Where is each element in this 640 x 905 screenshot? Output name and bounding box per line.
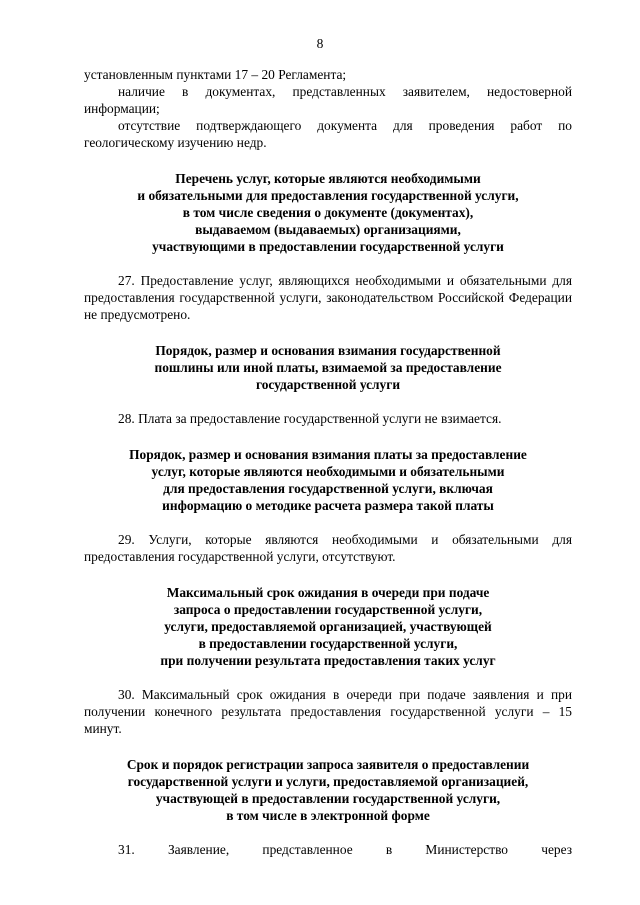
section-heading-service-fee: Порядок, размер и основания взимания платы за предоставление услуг, которые являются необходимыми и обязательными для предоставления государственной услуги, включая информацию о методике расчета размера такой платы — [129, 447, 527, 513]
page-body — [84, 66, 572, 858]
section-heading-registration: Срок и порядок регистрации запроса заявителя о предоставлении государственной услуги и услуги, предоставляемой организацией, участвующей в предоставлении государственной услуги, в том числе в электронной форме — [126, 757, 530, 823]
paragraph-list-item: отсутствие подтверждающего документа для проведения работ по геологическому изучению недр. — [84, 118, 572, 150]
paragraph-continuation: установленным пунктами 17 – 20 Регламента; — [84, 67, 347, 82]
paragraph-list-item: наличие в документах, представленных заявителем, недостоверной информации; — [84, 84, 572, 116]
section-heading-state-fee: Порядок, размер и основания взимания государственной пошлины или иной платы, взимаемой за предоставление государственной услуги — [154, 343, 502, 392]
section-heading-queue-time: Максимальный срок ожидания в очереди при подаче запроса о предоставлении государственной услуги, услуги, предоставляемой организацией, участвующей в предоставлении государственной услуги, при получении результата предоставления таких услуг — [160, 585, 496, 668]
section-heading-services-list: Перечень услуг, которые являются необходимыми и обязательными для предоставления государственной услуги, в том числе сведения о документе (документах), выдаваемом (выдаваемых) организациями, участвующими в предоставлении государственной услуги — [137, 171, 519, 254]
paragraph-27: 27. Предоставление услуг, являющихся необходимыми и обязательными для предоставления государственной услуги, законодательством Российской Федерации не предусмотрено. — [84, 273, 572, 322]
paragraph-29: 29. Услуги, которые являются необходимыми и обязательными для предоставления государственной услуги, отсутствуют. — [84, 532, 572, 564]
page-number: 8 — [316, 36, 324, 51]
paragraph-30: 30. Максимальный срок ожидания в очереди при подаче заявления и при получении конечного результата предоставления государственной услуги – 15 минут. — [84, 687, 572, 736]
paragraph-31: 31. Заявление, представленное в Министерство через — [118, 842, 572, 857]
paragraph-28: 28. Плата за предоставление государственной услуги не взимается. — [118, 411, 502, 426]
